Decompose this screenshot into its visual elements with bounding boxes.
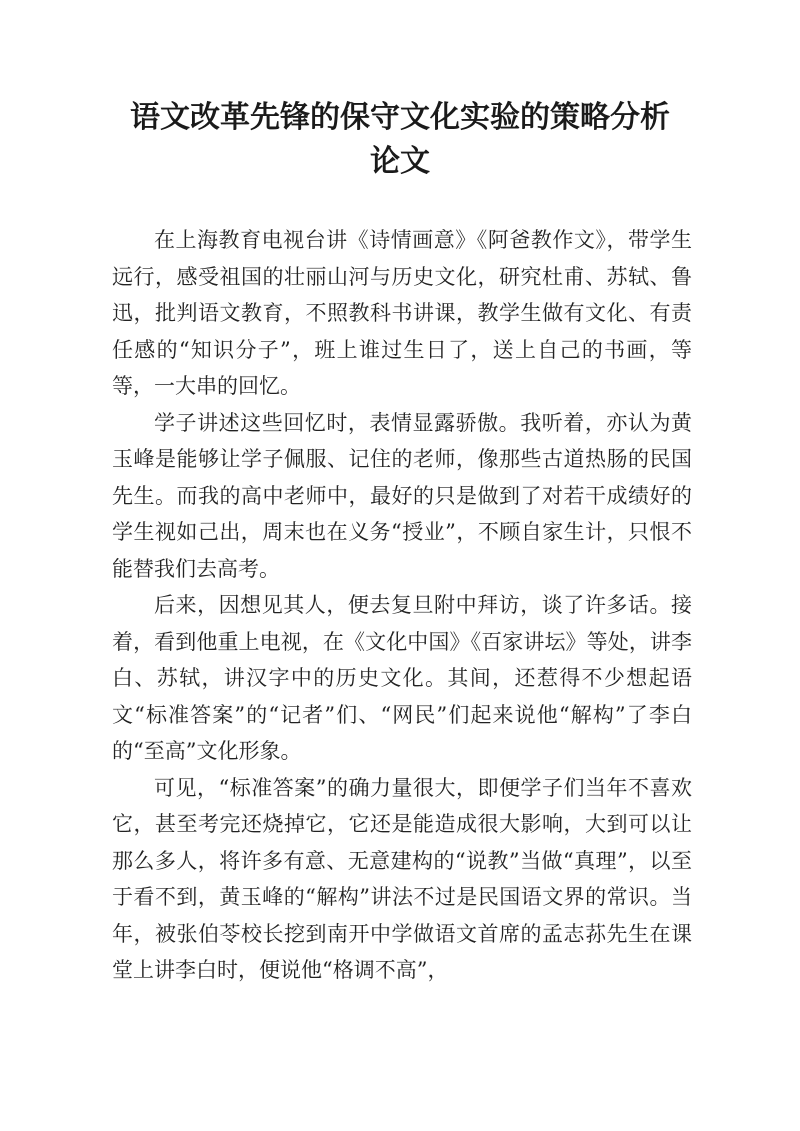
paragraph: 可见，“标准答案”的确力量很大，即便学子们当年不喜欢它，甚至考完还烧掉它，它还是能造成很大影响，大到可以让那么多人，将许多有意、无意建构的“说教”当做“真理”，以至于看不到，黄玉峰的“解构”讲法不过是民国语文界的常识。当年，被张伯苓校长挖到南开中学做语文首席的孟志荪先生在课堂上讲李白时，便说他“格调不高”， xyxy=(112,775,692,982)
document-body xyxy=(112,222,692,989)
paragraph: 学子讲述这些回忆时，表情显露骄傲。我听着，亦认为黄玉峰是能够让学子佩服、记住的老师，像那些古道热肠的民国先生。而我的高中老师中，最好的只是做到了对若干成绩好的学生视如己出，周末也在义务“授业”，不顾自家生计，只恨不能替我们去高考。 xyxy=(112,410,692,581)
paragraph: 后来，因想见其人，便去复旦附中拜访，谈了许多话。接着，看到他重上电视，在《文化中国》《百家讲坛》等处，讲李白、苏轼，讲汉字中的历史文化。其间，还惹得不少想起语文“标准答案”的“记者”们、“网民”们起来说他“解构”了李白的“至高”文化形象。 xyxy=(112,593,692,763)
document-title-line-2: 论文 xyxy=(370,144,430,179)
paragraph: 在上海教育电视台讲《诗情画意》《阿爸教作文》，带学生远行，感受祖国的壮丽山河与历史文化，研究杜甫、苏轼、鲁迅，批判语文教育，不照教科书讲课，教学生做有文化、有责任感的“知识分子”，班上谁过生日了，送上自己的书画，等等，一大串的回忆。 xyxy=(112,228,692,398)
document-title-line-1: 语文改革先锋的保守文化实验的策略分析 xyxy=(130,100,670,135)
